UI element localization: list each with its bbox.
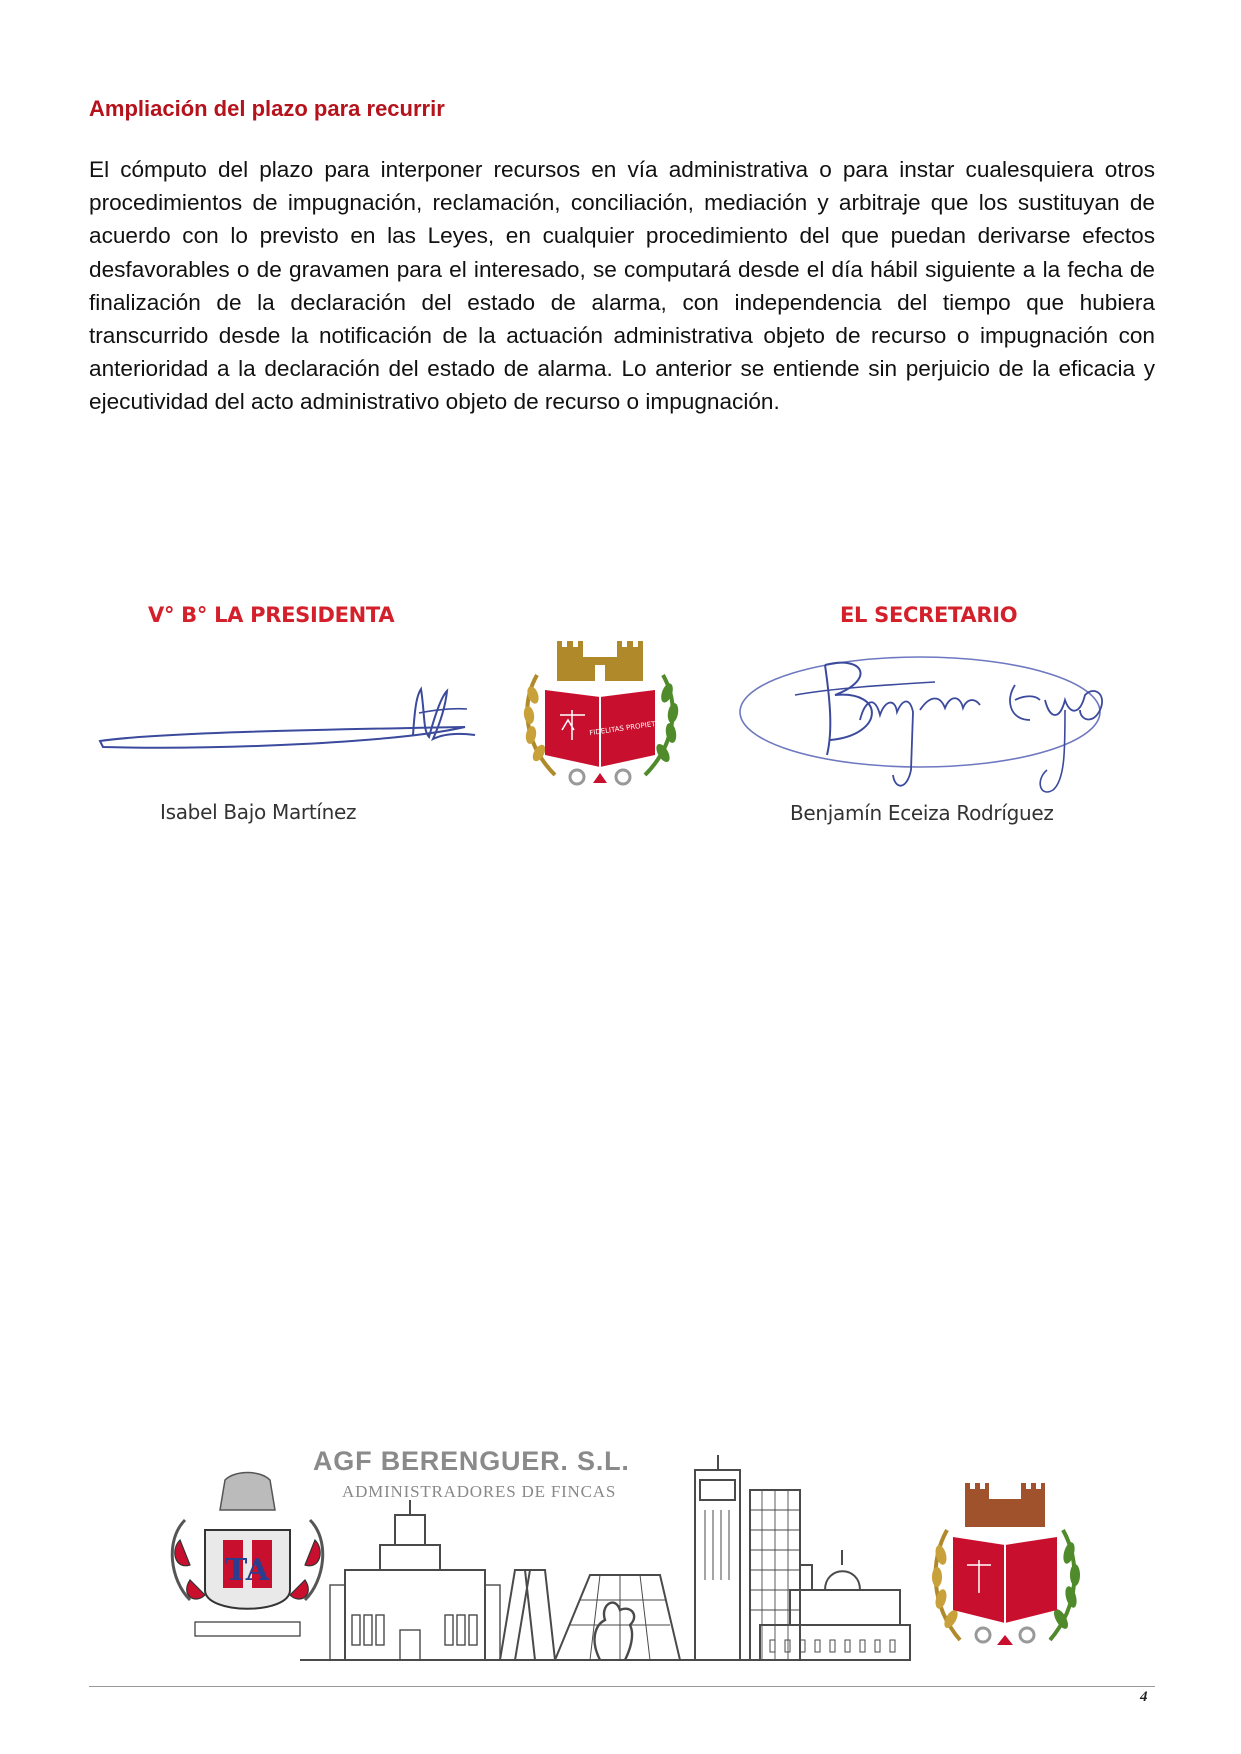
footer-divider: [89, 1686, 1155, 1687]
footer-seal-icon: [925, 1475, 1085, 1655]
seal-text: FIDELITAS PROPIETAS: [588, 718, 665, 738]
city-skyline-icon: [300, 1435, 915, 1665]
secretario-name: Benjamín Eceiza Rodríguez: [790, 801, 1054, 825]
presidenta-title: V° B° LA PRESIDENTA: [148, 603, 395, 627]
secretario-signature-icon: [735, 640, 1115, 805]
svg-text:TA: TA: [225, 1553, 269, 1588]
section-body: El cómputo del plazo para interponer recursos en vía administrativa o para instar cualesquiera otros procedimientos de impugnación, reclamación, conciliación, mediación y arbitraje que los sustituyan de acuerdo con lo previsto en las Leyes, en cualquier procedimiento del que puedan derivarse efectos desfavorables o de gravamen para el interesado, se computará desde el día hábil siguiente a la fecha de finalización de la declaración del estado de alarma, con independencia del tiempo que hubiera transcurrido desde la notificación de la actuación administrativa objeto de recurso o impugnación con anterioridad a la declaración del estado de alarma. Lo anterior se entiende sin perjuicio de la eficacia y ejecutividad del acto administrativo objeto de recurso o impugnación.: [89, 157, 1155, 415]
page-number: 4: [1140, 1689, 1148, 1705]
company-subtitle: ADMINISTRADORES DE FINCAS: [342, 1482, 617, 1501]
secretario-title: EL SECRETARIO: [840, 603, 1018, 627]
association-seal-icon: [515, 635, 685, 795]
section-title: Ampliación del plazo para recurrir: [89, 96, 445, 121]
presidenta-name: Isabel Bajo Martínez: [160, 800, 357, 824]
company-name: AGF BERENGUER. S.L.: [313, 1446, 630, 1476]
presidenta-signature-icon: [95, 675, 495, 765]
